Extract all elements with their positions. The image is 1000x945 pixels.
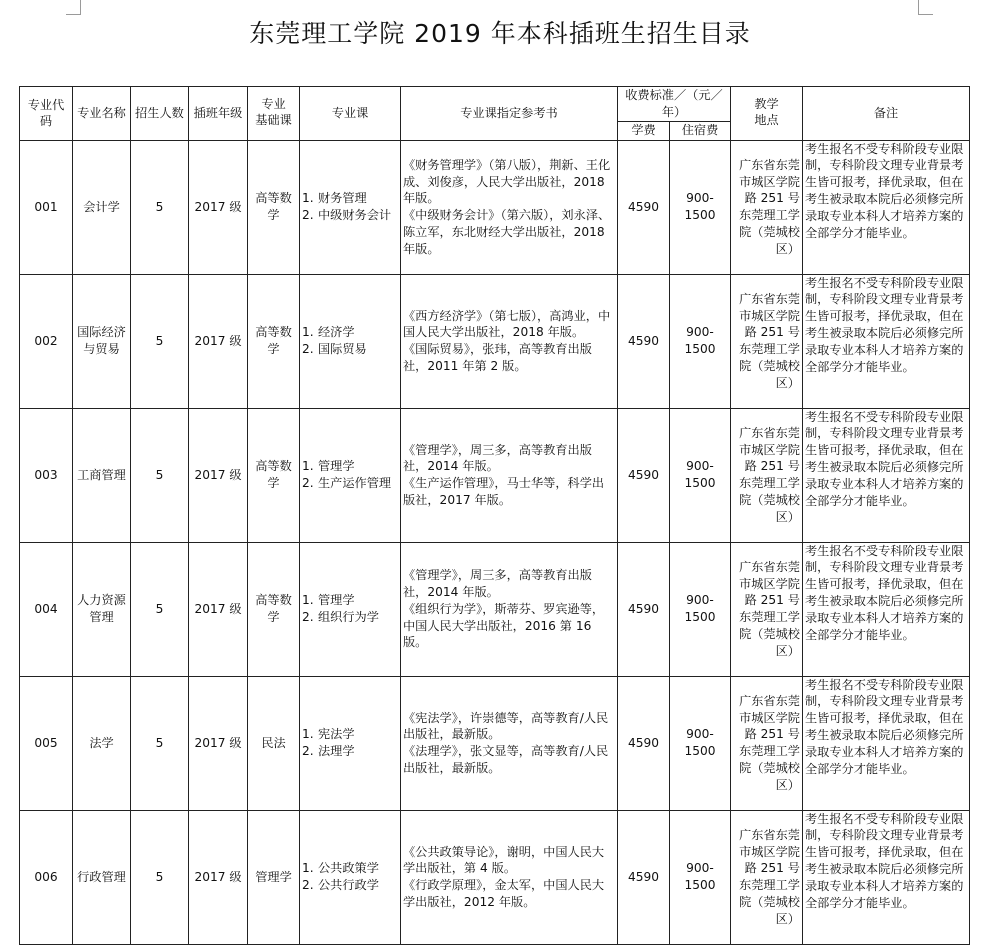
cell-quota: 5 <box>131 408 189 542</box>
cell-books <box>401 408 618 542</box>
header-fee-group: 收费标准／（元／年） <box>618 87 731 122</box>
cell-courses <box>300 542 401 676</box>
cell-quota: 5 <box>131 676 189 810</box>
reference-book: 《西方经济学》（第七版），高鸿业，中国人民大学出版社，2018 年版。 <box>403 308 611 340</box>
course-list <box>302 592 398 626</box>
cell-courses <box>300 810 401 944</box>
course-item: 2. 中级财务会计 <box>302 208 392 223</box>
table-row <box>20 542 970 676</box>
cell-books <box>401 810 618 944</box>
course-item: 2. 国际贸易 <box>302 342 367 357</box>
cell-quota: 5 <box>131 810 189 944</box>
cell-code: 006 <box>20 810 73 944</box>
reference-book: 《组织行为学》，斯蒂芬、罗宾逊等，中国人民大学出版社，2016 第 16 版。 <box>403 601 605 650</box>
cell-location: 广东省东莞市城区学院路 251 号东莞理工学院（莞城校区） <box>731 676 803 810</box>
cell-courses <box>300 274 401 408</box>
cell-remark: 考生报名不受专科阶段专业限制，专科阶段文理专业背景考生皆可报考，择优录取，但在考生被录取本院后必须修完所录取专业本科人才培养方案的全部学分才能毕业。 <box>803 542 970 676</box>
header-grade: 插班年级 <box>189 87 248 141</box>
table-row <box>20 408 970 542</box>
cell-code: 004 <box>20 542 73 676</box>
cell-base-course: 高等数学 <box>248 408 300 542</box>
course-item: 1. 管理学 <box>302 459 355 474</box>
reference-book: 《财务管理学》（第八版），荆新、王化成、刘俊彦，人民大学出版社，2018 年版。 <box>403 157 611 206</box>
cell-tuition: 4590 <box>618 274 670 408</box>
course-list <box>302 190 398 224</box>
reference-book: 《公共政策导论》，谢明，中国人民大学出版社，第 4 版。 <box>403 844 605 876</box>
cell-code: 002 <box>20 274 73 408</box>
table-row <box>20 140 970 274</box>
cell-tuition: 4590 <box>618 542 670 676</box>
cell-name: 法学 <box>73 676 131 810</box>
cell-housing: 900-1500 <box>670 810 731 944</box>
page-title: 东莞理工学院 2019 年本科插班生招生目录 <box>249 19 751 48</box>
course-item: 1. 宪法学 <box>302 727 355 742</box>
cell-name: 人力资源管理 <box>73 542 131 676</box>
course-item: 2. 组织行为学 <box>302 610 379 625</box>
cell-tuition: 4590 <box>618 676 670 810</box>
cell-remark: 考生报名不受专科阶段专业限制，专科阶段文理专业背景考生皆可报考，择优录取，但在考生被录取本院后必须修完所录取专业本科人才培养方案的全部学分才能毕业。 <box>803 408 970 542</box>
course-item: 1. 公共政策学 <box>302 861 379 876</box>
page-corner-mark-left <box>66 0 81 15</box>
course-item: 1. 管理学 <box>302 593 355 608</box>
table-row <box>20 810 970 944</box>
cell-code: 001 <box>20 140 73 274</box>
course-item: 1. 经济学 <box>302 325 355 340</box>
cell-housing: 900-1500 <box>670 542 731 676</box>
header-tuition: 学费 <box>618 121 670 140</box>
cell-base-course: 高等数学 <box>248 274 300 408</box>
course-item: 2. 法理学 <box>302 744 355 759</box>
cell-books <box>401 676 618 810</box>
header-courses: 专业课 <box>300 87 401 141</box>
cell-grade: 2017 级 <box>189 274 248 408</box>
cell-housing: 900-1500 <box>670 140 731 274</box>
cell-housing: 900-1500 <box>670 676 731 810</box>
reference-book: 《行政学原理》，金太军，中国人民大学出版社，2012 年版。 <box>403 878 605 909</box>
cell-name: 工商管理 <box>73 408 131 542</box>
cell-base-course: 高等数学 <box>248 140 300 274</box>
reference-book: 《生产运作管理》，马士华等，科学出版社，2017 年版。 <box>403 476 605 507</box>
cell-location: 广东省东莞市城区学院路 251 号东莞理工学院（莞城校区） <box>731 274 803 408</box>
cell-tuition: 4590 <box>618 408 670 542</box>
cell-base-course: 管理学 <box>248 810 300 944</box>
reference-book: 《宪法学》，许崇德等，高等教育/人民出版社，最新版。 <box>403 710 609 742</box>
cell-base-course: 民法 <box>248 676 300 810</box>
cell-code: 005 <box>20 676 73 810</box>
header-base-course: 专业 基础课 <box>248 87 300 141</box>
header-housing: 住宿费 <box>670 121 731 140</box>
course-list <box>302 324 398 358</box>
cell-remark: 考生报名不受专科阶段专业限制，专科阶段文理专业背景考生皆可报考，择优录取，但在考生被录取本院后必须修完所录取专业本科人才培养方案的全部学分才能毕业。 <box>803 676 970 810</box>
cell-grade: 2017 级 <box>189 408 248 542</box>
cell-grade: 2017 级 <box>189 676 248 810</box>
header-name: 专业名称 <box>73 87 131 141</box>
course-item: 2. 生产运作管理 <box>302 476 392 491</box>
cell-name: 会计学 <box>73 140 131 274</box>
course-item: 2. 公共行政学 <box>302 878 379 893</box>
reference-book: 《管理学》，周三多，高等教育出版社，2014 年版。 <box>403 568 592 599</box>
table-header-row <box>20 87 970 122</box>
cell-quota: 5 <box>131 140 189 274</box>
cell-base-course: 高等数学 <box>248 542 300 676</box>
cell-remark: 考生报名不受专科阶段专业限制，专科阶段文理专业背景考生皆可报考，择优录取，但在考生被录取本院后必须修完所录取专业本科人才培养方案的全部学分才能毕业。 <box>803 140 970 274</box>
cell-books <box>401 140 618 274</box>
cell-code: 003 <box>20 408 73 542</box>
header-location: 教学 地点 <box>731 87 803 141</box>
course-item: 1. 财务管理 <box>302 191 367 206</box>
cell-books <box>401 542 618 676</box>
admission-catalog-table <box>19 86 970 945</box>
cell-quota: 5 <box>131 542 189 676</box>
page-corner-mark-right <box>918 0 933 15</box>
course-list <box>302 860 398 894</box>
cell-housing: 900-1500 <box>670 408 731 542</box>
cell-grade: 2017 级 <box>189 810 248 944</box>
table-row <box>20 274 970 408</box>
reference-book: 《国际贸易》，张玮，高等教育出版社，2011 年第 2 版。 <box>403 342 592 373</box>
cell-books <box>401 274 618 408</box>
reference-book: 《中级财务会计》（第六版），刘永泽、陈立军，东北财经大学出版社，2018 年版。 <box>403 208 611 256</box>
cell-remark: 考生报名不受专科阶段专业限制，专科阶段文理专业背景考生皆可报考，择优录取，但在考生被录取本院后必须修完所录取专业本科人才培养方案的全部学分才能毕业。 <box>803 810 970 944</box>
cell-courses <box>300 676 401 810</box>
cell-tuition: 4590 <box>618 810 670 944</box>
cell-location: 广东省东莞市城区学院路 251 号东莞理工学院（莞城校区） <box>731 542 803 676</box>
cell-tuition: 4590 <box>618 140 670 274</box>
header-quota: 招生人数 <box>131 87 189 141</box>
header-remark: 备注 <box>803 87 970 141</box>
course-list <box>302 458 398 492</box>
cell-location: 广东省东莞市城区学院路 251 号东莞理工学院（莞城校区） <box>731 810 803 944</box>
cell-courses <box>300 408 401 542</box>
cell-name: 行政管理 <box>73 810 131 944</box>
cell-quota: 5 <box>131 274 189 408</box>
header-code: 专业代码 <box>20 87 73 141</box>
header-books: 专业课指定参考书 <box>401 87 618 141</box>
cell-location: 广东省东莞市城区学院路 251 号东莞理工学院（莞城校区） <box>731 140 803 274</box>
cell-grade: 2017 级 <box>189 542 248 676</box>
course-list <box>302 726 398 760</box>
cell-remark: 考生报名不受专科阶段专业限制，专科阶段文理专业背景考生皆可报考，择优录取，但在考生被录取本院后必须修完所录取专业本科人才培养方案的全部学分才能毕业。 <box>803 274 970 408</box>
table-row <box>20 676 970 810</box>
reference-book: 《法理学》，张文显等，高等教育/人民出版社，最新版。 <box>403 744 609 775</box>
cell-courses <box>300 140 401 274</box>
cell-grade: 2017 级 <box>189 140 248 274</box>
cell-housing: 900-1500 <box>670 274 731 408</box>
cell-location: 广东省东莞市城区学院路 251 号东莞理工学院（莞城校区） <box>731 408 803 542</box>
reference-book: 《管理学》，周三多，高等教育出版社，2014 年版。 <box>403 442 592 474</box>
cell-name: 国际经济与贸易 <box>73 274 131 408</box>
